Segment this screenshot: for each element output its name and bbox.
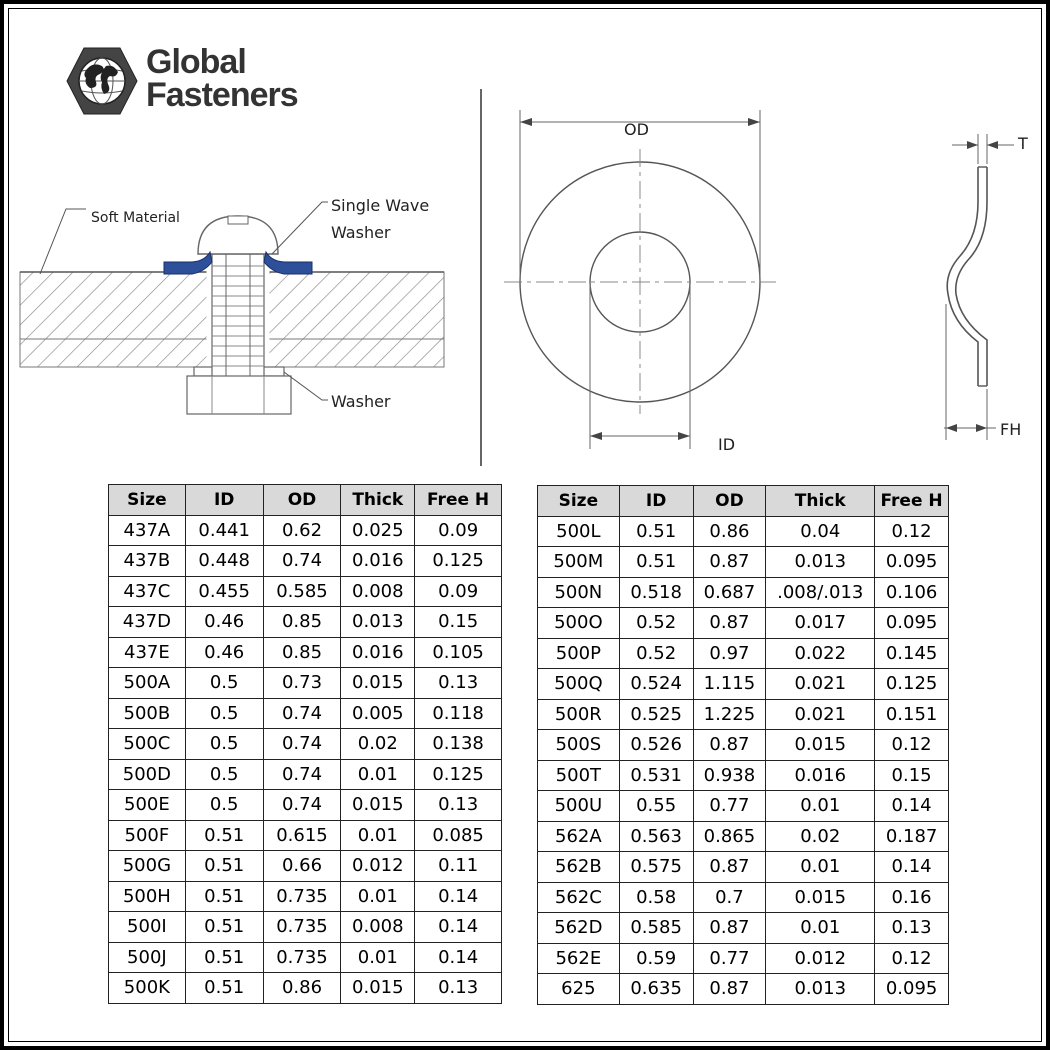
table-cell: 0.66 [263, 851, 341, 882]
table-row [109, 881, 502, 912]
table-cell: 0.5 [185, 668, 263, 699]
table-cell: 500C [109, 729, 186, 760]
table-cell: 0.01 [341, 820, 415, 851]
table-cell: 0.021 [766, 669, 875, 700]
table-cell: 0.008 [341, 576, 415, 607]
table-cell: .008/.013 [766, 577, 875, 608]
table-cell: 500M [538, 547, 620, 578]
table-cell: 0.865 [693, 821, 766, 852]
column-header: OD [263, 485, 341, 516]
table-cell: 0.51 [619, 516, 693, 547]
table-cell: 0.518 [619, 577, 693, 608]
table-row [109, 607, 502, 638]
column-header: Free H [415, 485, 502, 516]
table-row [538, 913, 949, 944]
table-cell: 0.14 [415, 942, 502, 973]
table-cell: 562E [538, 943, 620, 974]
table-cell: 0.016 [341, 637, 415, 668]
table-cell: 0.526 [619, 730, 693, 761]
table-cell: 500O [538, 608, 620, 639]
table-cell: 0.563 [619, 821, 693, 852]
table-row [109, 546, 502, 577]
table-cell: 0.97 [693, 638, 766, 669]
table-cell: 0.01 [766, 852, 875, 883]
table-cell: 0.585 [619, 913, 693, 944]
table-cell: 0.105 [415, 637, 502, 668]
column-header: Free H [875, 486, 949, 517]
table-cell: 0.74 [263, 759, 341, 790]
table-row [538, 699, 949, 730]
table-cell: 0.13 [415, 790, 502, 821]
table-cell: 0.12 [875, 516, 949, 547]
table-cell: 437E [109, 637, 186, 668]
od-label: OD [624, 120, 649, 139]
table-cell: 0.095 [875, 608, 949, 639]
table-cell: 0.62 [263, 515, 341, 546]
table-cell: 0.013 [766, 974, 875, 1005]
table-cell: 0.125 [415, 546, 502, 577]
table-cell: 0.77 [693, 791, 766, 822]
table-cell: 0.095 [875, 974, 949, 1005]
table-cell: 0.735 [263, 912, 341, 943]
table-row [538, 943, 949, 974]
table-cell: 500S [538, 730, 620, 761]
table-cell: 500N [538, 577, 620, 608]
table-cell: 562C [538, 882, 620, 913]
table-row [109, 637, 502, 668]
table-row [538, 852, 949, 883]
table-cell: 0.04 [766, 516, 875, 547]
table-row [538, 547, 949, 578]
table-cell: 1.225 [693, 699, 766, 730]
table-row [109, 576, 502, 607]
table-cell: 0.13 [415, 668, 502, 699]
table-cell: 0.022 [766, 638, 875, 669]
table-cell: 437A [109, 515, 186, 546]
table-cell: 0.13 [875, 913, 949, 944]
table-row [109, 668, 502, 699]
table-cell: 0.7 [693, 882, 766, 913]
table-cell: 500A [109, 668, 186, 699]
table-header-row [109, 485, 502, 516]
single-wave-label: Single Wave [331, 196, 430, 215]
table-cell: 0.008 [341, 912, 415, 943]
table-row [109, 759, 502, 790]
table-cell: 0.125 [875, 669, 949, 700]
table-cell: 0.005 [341, 698, 415, 729]
table-cell: 0.55 [619, 791, 693, 822]
table-cell: 0.021 [766, 699, 875, 730]
table-cell: 0.525 [619, 699, 693, 730]
table-cell: 0.73 [263, 668, 341, 699]
brand-line-1: Global [146, 43, 246, 81]
table-cell: 0.87 [693, 852, 766, 883]
table-cell: 0.52 [619, 608, 693, 639]
table-cell: 0.025 [341, 515, 415, 546]
table-cell: 500H [109, 881, 186, 912]
table-cell: 500R [538, 699, 620, 730]
column-header: Size [538, 486, 620, 517]
table-row [538, 791, 949, 822]
table-cell: 0.5 [185, 790, 263, 821]
table-row [538, 638, 949, 669]
table-cell: 0.87 [693, 547, 766, 578]
table-row [538, 821, 949, 852]
table-cell: 0.77 [693, 943, 766, 974]
thickness-label: T [1018, 134, 1028, 153]
column-header: Size [109, 485, 186, 516]
id-label: ID [718, 435, 736, 454]
column-header: Thick [341, 485, 415, 516]
table-cell: 0.085 [415, 820, 502, 851]
table-cell: 0.118 [415, 698, 502, 729]
table-cell: 437D [109, 607, 186, 638]
table-row [109, 912, 502, 943]
table-cell: 0.51 [185, 881, 263, 912]
table-cell: 0.14 [875, 852, 949, 883]
table-cell: 0.11 [415, 851, 502, 882]
table-cell: 0.46 [185, 607, 263, 638]
table-cell: 0.51 [185, 912, 263, 943]
table-cell: 0.106 [875, 577, 949, 608]
table-cell: 0.74 [263, 729, 341, 760]
spec-table-left [108, 484, 502, 1004]
table-cell: 437C [109, 576, 186, 607]
column-header: ID [185, 485, 263, 516]
table-cell: 0.85 [263, 637, 341, 668]
table-row [538, 516, 949, 547]
table-cell: 0.017 [766, 608, 875, 639]
table-cell: 562D [538, 913, 620, 944]
washer-label: Washer [331, 392, 391, 411]
table-cell: 0.46 [185, 637, 263, 668]
table-cell: 0.5 [185, 729, 263, 760]
table-cell: 0.13 [415, 973, 502, 1004]
table-cell: 0.87 [693, 913, 766, 944]
table-row [538, 882, 949, 913]
table-cell: 0.01 [341, 942, 415, 973]
table-cell: 0.585 [263, 576, 341, 607]
table-cell: 500D [109, 759, 186, 790]
brand-line-2: Fasteners [146, 76, 298, 114]
table-row [538, 577, 949, 608]
table-cell: 0.735 [263, 942, 341, 973]
table-cell: 0.938 [693, 760, 766, 791]
table-row [109, 820, 502, 851]
washer-front-view [504, 110, 776, 449]
table-cell: 0.14 [875, 791, 949, 822]
table-cell: 0.74 [263, 546, 341, 577]
table-cell: 500F [109, 820, 186, 851]
table-cell: 0.01 [766, 913, 875, 944]
table-cell: 0.09 [415, 576, 502, 607]
table-cell: 0.095 [875, 547, 949, 578]
column-header: OD [693, 486, 766, 517]
table-cell: 0.01 [766, 791, 875, 822]
table-cell: 0.87 [693, 730, 766, 761]
table-cell: 0.01 [341, 759, 415, 790]
table-cell: 0.448 [185, 546, 263, 577]
washer-side-profile [944, 134, 1014, 440]
table-cell: 0.51 [185, 820, 263, 851]
table-cell: 0.12 [875, 943, 949, 974]
table-cell: 0.013 [341, 607, 415, 638]
table-cell: 0.51 [185, 851, 263, 882]
table-cell: 625 [538, 974, 620, 1005]
table-cell: 0.145 [875, 638, 949, 669]
table-cell: 0.015 [766, 882, 875, 913]
table-cell: 0.74 [263, 698, 341, 729]
table-row [109, 851, 502, 882]
table-cell: 0.455 [185, 576, 263, 607]
table-cell: 0.87 [693, 608, 766, 639]
soft-material-label: Soft Material [91, 210, 180, 226]
table-cell: 0.015 [766, 730, 875, 761]
table-cell: 0.735 [263, 881, 341, 912]
table-cell: 0.59 [619, 943, 693, 974]
table-cell: 0.86 [263, 973, 341, 1004]
table-cell: 0.02 [341, 729, 415, 760]
table-row [109, 698, 502, 729]
table-cell: 437B [109, 546, 186, 577]
table-cell: 0.441 [185, 515, 263, 546]
table-row [538, 608, 949, 639]
table-cell: 500I [109, 912, 186, 943]
table-cell: 1.115 [693, 669, 766, 700]
table-cell: 0.15 [415, 607, 502, 638]
table-cell: 0.14 [415, 881, 502, 912]
table-cell: 0.138 [415, 729, 502, 760]
washer-diagrams [4, 4, 1044, 474]
table-cell: 500J [109, 942, 186, 973]
table-row [538, 974, 949, 1005]
table-cell: 0.016 [766, 760, 875, 791]
table-cell: 0.5 [185, 698, 263, 729]
table-cell: 0.635 [619, 974, 693, 1005]
table-cell: 0.015 [341, 973, 415, 1004]
table-cell: 500P [538, 638, 620, 669]
table-cell: 0.015 [341, 790, 415, 821]
table-cell: 0.013 [766, 547, 875, 578]
table-cell: 0.012 [766, 943, 875, 974]
table-row [109, 729, 502, 760]
table-cell: 0.86 [693, 516, 766, 547]
free-height-label: FH [1000, 420, 1022, 439]
table-row [538, 669, 949, 700]
column-header: Thick [766, 486, 875, 517]
table-cell: 0.01 [341, 881, 415, 912]
table-cell: 500B [109, 698, 186, 729]
table-row [109, 973, 502, 1004]
table-cell: 0.52 [619, 638, 693, 669]
table-cell: 0.531 [619, 760, 693, 791]
table-row [538, 760, 949, 791]
table-cell: 0.615 [263, 820, 341, 851]
table-cell: 0.125 [415, 759, 502, 790]
table-cell: 0.51 [185, 942, 263, 973]
table-cell: 0.74 [263, 790, 341, 821]
table-cell: 0.14 [415, 912, 502, 943]
table-cell: 500T [538, 760, 620, 791]
table-cell: 0.87 [693, 974, 766, 1005]
spec-table-right [537, 485, 949, 1005]
table-cell: 500U [538, 791, 620, 822]
table-cell: 500E [109, 790, 186, 821]
table-cell: 0.12 [875, 730, 949, 761]
table-row [538, 730, 949, 761]
table-row [109, 942, 502, 973]
table-cell: 0.15 [875, 760, 949, 791]
table-cell: 0.575 [619, 852, 693, 883]
table-cell: 0.51 [619, 547, 693, 578]
table-cell: 500K [109, 973, 186, 1004]
table-cell: 0.524 [619, 669, 693, 700]
table-cell: 0.151 [875, 699, 949, 730]
table-cell: 0.16 [875, 882, 949, 913]
table-cell: 562B [538, 852, 620, 883]
table-cell: 500G [109, 851, 186, 882]
table-cell: 500L [538, 516, 620, 547]
column-header: ID [619, 486, 693, 517]
table-cell: 0.5 [185, 759, 263, 790]
table-row [109, 515, 502, 546]
table-cell: 0.85 [263, 607, 341, 638]
table-cell: 0.51 [185, 973, 263, 1004]
table-cell: 0.09 [415, 515, 502, 546]
table-cell: 500Q [538, 669, 620, 700]
table-cell: 0.58 [619, 882, 693, 913]
table-cell: 0.187 [875, 821, 949, 852]
single-wave-washer-label: Washer [331, 223, 391, 242]
table-cell: 0.02 [766, 821, 875, 852]
table-cell: 0.016 [341, 546, 415, 577]
table-cell: 562A [538, 821, 620, 852]
table-cell: 0.687 [693, 577, 766, 608]
table-row [109, 790, 502, 821]
table-cell: 0.015 [341, 668, 415, 699]
table-header-row [538, 486, 949, 517]
table-cell: 0.012 [341, 851, 415, 882]
